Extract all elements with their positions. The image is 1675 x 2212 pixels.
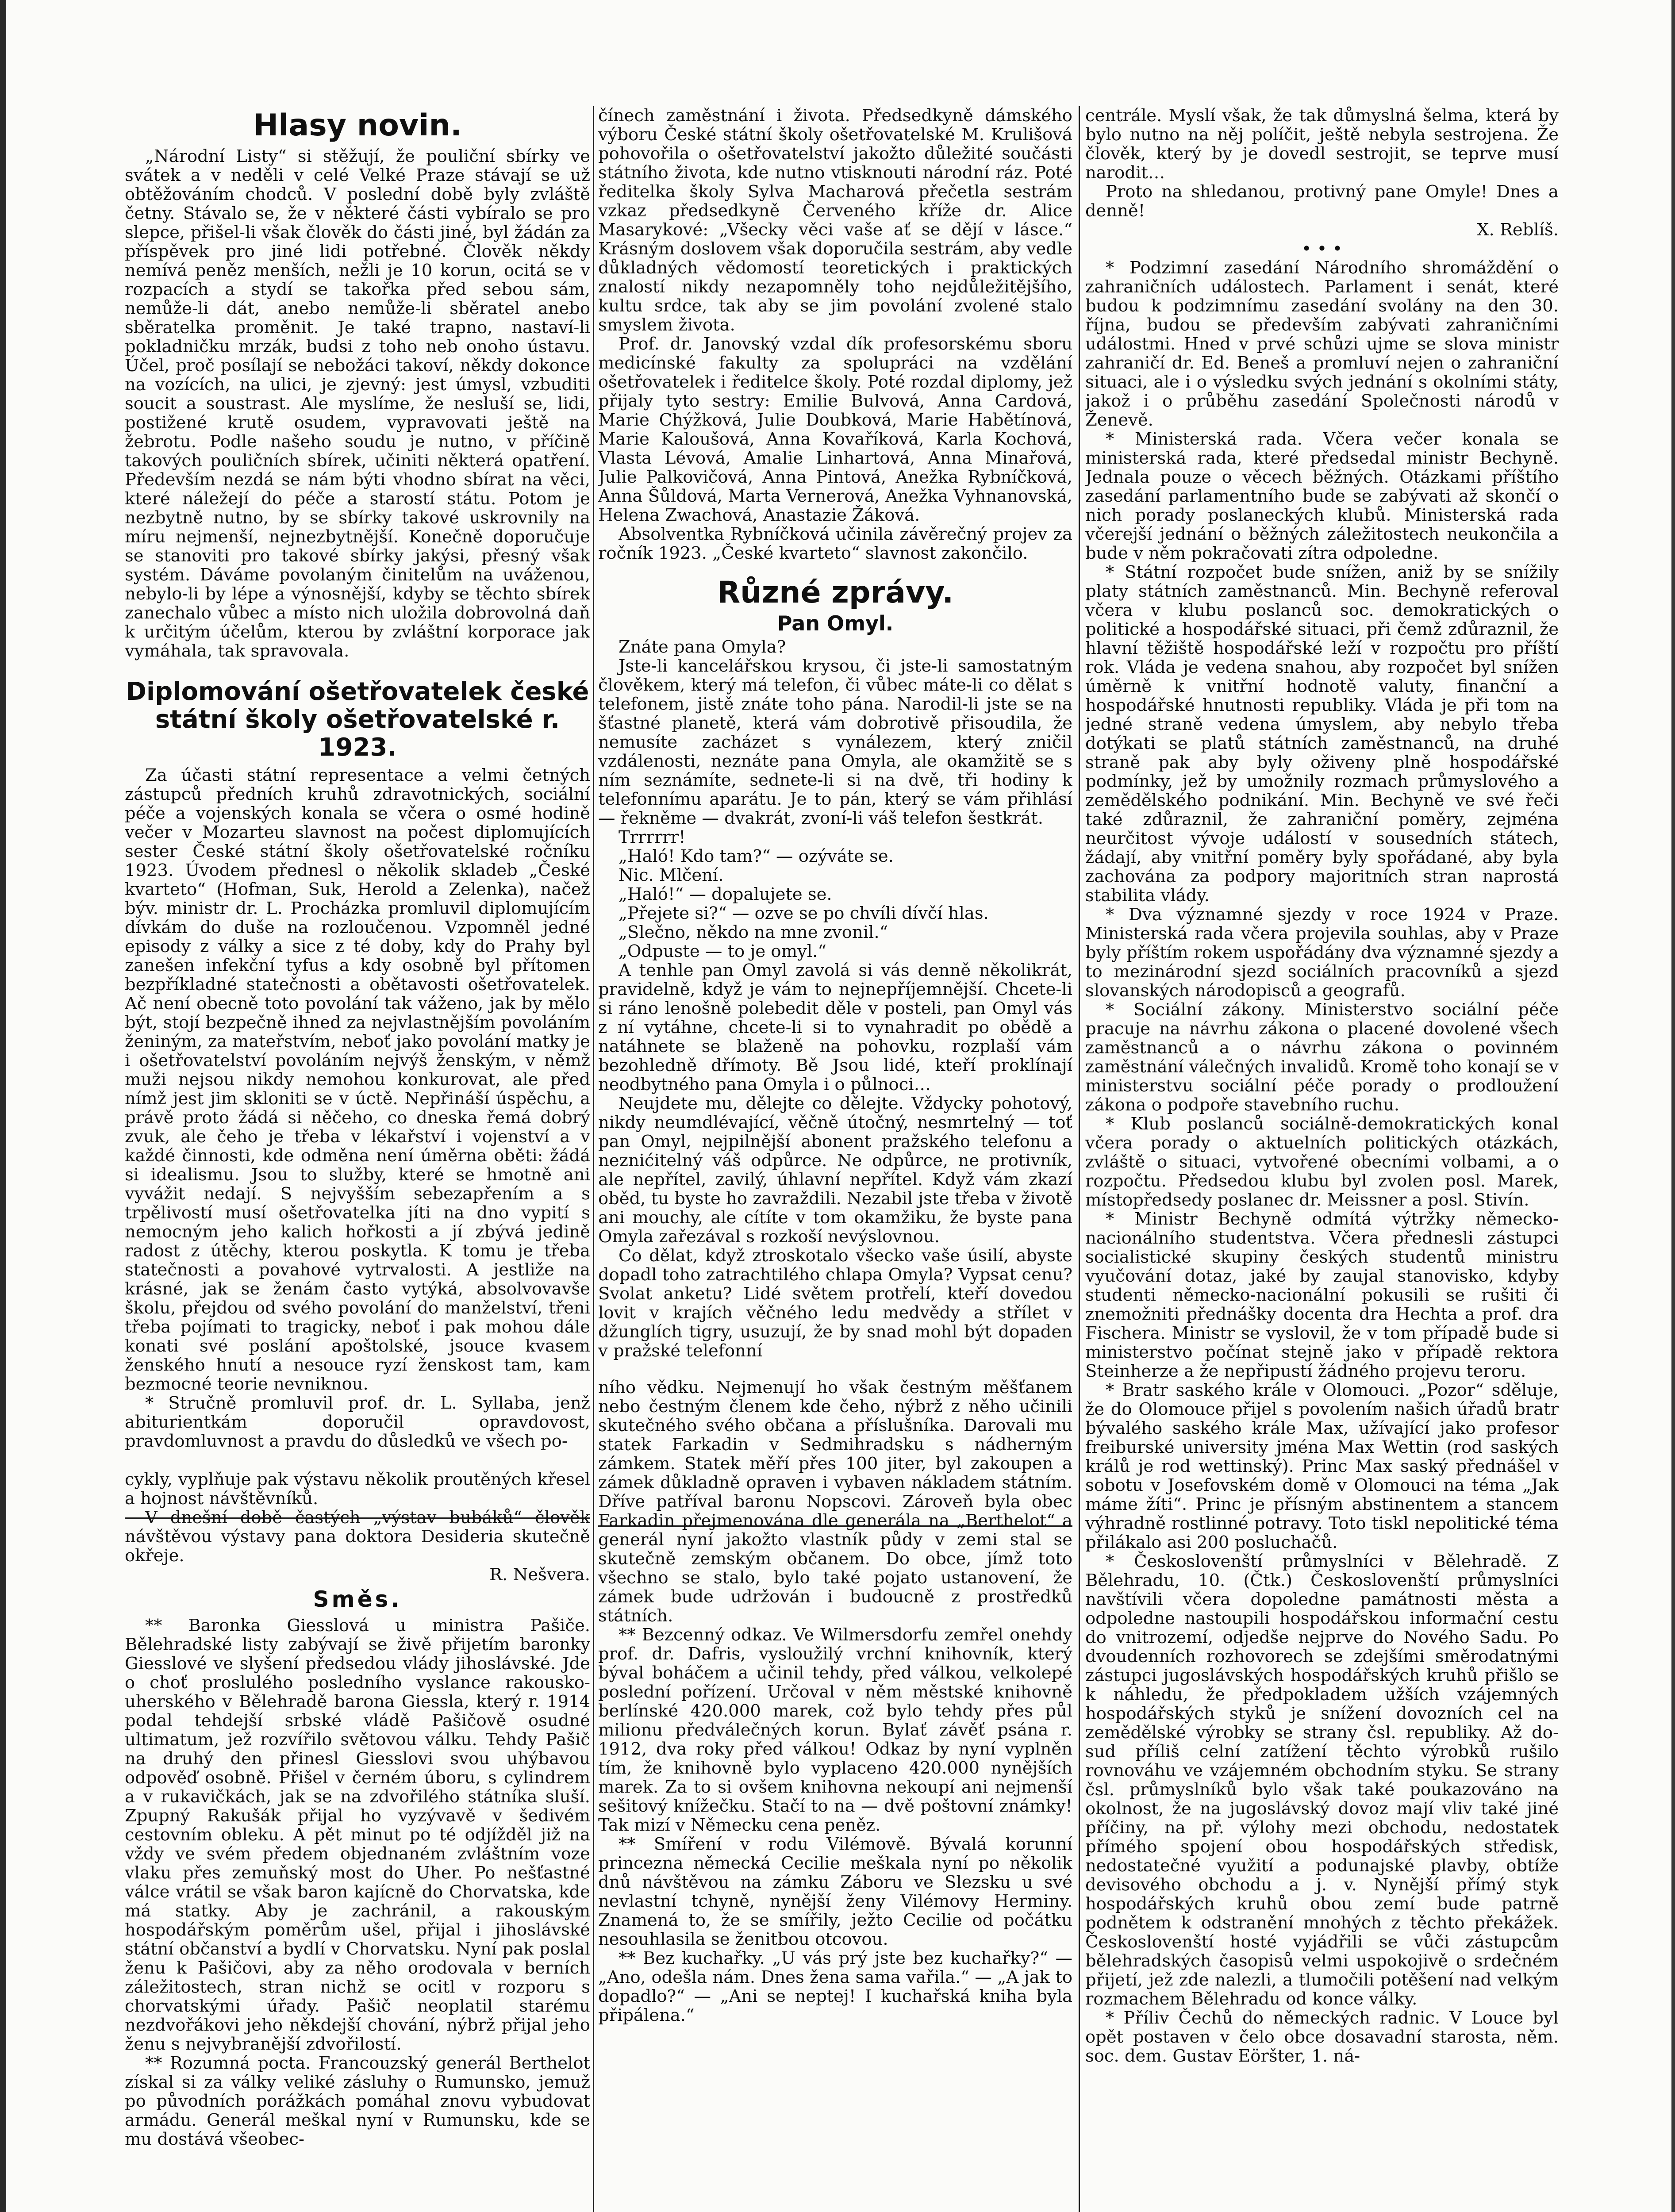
article-paragraph: Trrrrrr!	[619, 827, 686, 848]
article-paragraph: Za účasti státní representace a velmi četných zástupců předních kruhů zdravotnických, sociální péče a vojenských konala se včera o osmé hodině večer v Mozarteu slavnost na počest diplomujících sester České státní školy ošetřovatelské ročníku 1923. Úvodem přednesl o několik skladeb „České kvarteto“ (Hofman, Suk, Herold a Zelenka), načež býv. ministr dr. L. Procházka promluvil diplomujícím dívkám do duše na rozloučenou. Vzpomněl jedné episody z války a sice z té doby, kdy do Prahy byl zanešen infekční tyfus a kdy osobně byl přítomen bezpříkladné statečnosti a obětavosti ošetřovatelek. Ač není obecně toto povolání tak váženo, jak by mělo být, stojí bezpečně ihned za nejvlastnějším povoláním ženiným, za mateřstvím, neboť jako povolání matky je i ošetřovatelství povoláním nejvýš ženským, v němž muži nejsou nikdy nemohou konkurovat, ale před nímž jest jim skloniti se v úctě. Nepřináší úspěchu, a právě proto žádá si něčeho, co dneska řemá dobrý zvuk, ale čeho je třeba v lékařství i vojenství a v každé činnosti, kde odměna není úměrna oběti: žádá si idealismu. Jsou to služby, které se hmotně ani vyvážit nedají. S nejvyšším sebezapřením a s trpělivostí musí ošetřovatelka jíti na dno vypití s nemocným jeho kalich hořkosti a jí zbývá jedině radost z útěchy, kterou poskytla. K tomu je třeba statečnosti a povahové vytrvalosti. A jestliže na krásné, jak se ženám často vytýká, absolvovavše školu, přejdou od svého povolání do manželství, třeni třeba pojímati to tragicky, neboť i pak mohou dále konati své poslání apoštolské, jsouce kvasem ženského hnutí a nesouce ryzí ženskost tam, kam bezmocné teorie nevniknou.	[125, 765, 590, 1394]
article-paragraph: „Národní Listy“ si stěžují, že pouliční sbírky ve svátek a v neděli v celé Velké Praze stávají se už obtěžováním chodců. V poslední době byly zvláště četny. Stávalo se, že v některé části vybíralo se pro slepce, přišel-li však člověk do části jiné, byl žádán za příspěvek pro jiné lidi potřebné. Člověk někdy nemívá peněz menších, nežli je 10 korun, ocitá se v rozpacích a stydí se takořka před sebou sám, nemůže-li dát, anebo nemůže-li sběratel anebo sběratelka proměnit. Je také trapno, nastaví-li pokladničku mrzák, budsi z toho neb onoho ústavu. Účel, proč posílají se nebožáci takoví, někdy dokonce na vozících, na ulici, je zjevný: jest úmysl, vzbuditi soucit a soustrast. Ale myslíme, že nesluší se, lidi, postižené krutě osudem, vypravovati ještě na žebrotu. Podle našeho soudu je nutno, v příčině takových pouličních sbírek, učiniti některá opatření. Především nezdá se nám býti vhodno sbírat na věci, které náležejí do péče a starostí státu. Potom je nezbytně nutno, by se sbírky takové uskrovnily na míru nejmenší, nejnezbytnější. Konečně doporučuje se stanoviti pro takové sbírky jakýsi, přesný však systém. Dáváme povolaným činitelům na uváženou, nebylo-li by lépe a výnosnější, kdyby se těchto sbírek zanechalo vůbec a místo nich uložila dobrovolná daň k určitým účelům, kterou by zvláštní korporace jak vymáhala, tak spravovala.	[125, 146, 590, 661]
article-paragraph: A tenhle pan Omyl zavolá si vás denně několikrát, pravidelně, když je vám to nejnepříjemnější. Chcete-li si ráno lenošně polebedit děle v posteli, pan Omyl vás z ní vytáhne, chcete-li si to vynahradit po obědě a natáhnete se blaženě na pohovku, rozplaší vám bezohledně dřímoty. Bě Jsou lidé, kteří proklínají neodbytného pana Omyla i o půlnoci…	[598, 960, 1072, 1095]
news-item: * Bratr saského krále v Olomouci. „Pozor“ sděluje, že do Olomouce přijel s povolením našich úřadů bratr bývalého saského krále Max, užívající jako profesor freiburské university jména Max Wettin (rod saských králů je rod wettinský). Princ Max saský přednášel v sobotu v Josefovském domě v Olomouci na téma „Jak máme žíti“. Princ je přísným abstinentem a stancem výhradně rostlinné potravy. Toto tiskl nepolitické téma přilákalo asi 200 posluchačů.	[1085, 1380, 1559, 1552]
article-paragraph: ** Baronka Giesslová u ministra Pašiče. Bělehradské listy zabývají se živě přijetím baronky Giesslové ve slyšení předsedou vlády jihoslávské. Jde o choť proslulého posledního vyslance rakousko-uherského v Bělehradě barona Giessla, který r. 1914 podal tehdejší srbské vládě Pašičově osudné ultimatum, jež rozvířilo světovou válku. Tehdy Pašič na druhý den přinesl Giesslovi svou uhýbavou odpověď osobně. Přišel v černém úboru, s cylindrem a v rukavičkách, jak se na zdvořilého státníka sluší. Zpupný Rakušák přijal ho vyzývavě v šedivém cestovním obleku. A pět minut po té odjížděl již na vždy ve svém předem objednaném zvláštním voze vlaku přes zemuňský most do Uher. Po nešťastné válce vrátil se však baron kajícně do Chorvatska, kde má statky. Aby je zachránil, a rakouským hospodářským poměrům ušel, přijal i jihoslávské státní občanství a bydlí v Chorvatsku. Nyní pak poslal ženu k Pašičovi, aby za něho orodovala v berních záležitostech, stran nichž se ocitl v rozporu s chorvatskými úřady. Pašič neoplatil starému nezdvořákovi jeho někdejší chování, nýbrž přijal jeho ženu s nejvybranější zdvořilostí.	[125, 1616, 590, 2055]
column-divider-2	[1079, 106, 1080, 2212]
news-item: * Ministerská rada. Včera večer konala se ministerská rada, které předsedal ministr Bechyně. Jednala pouze o věcech běžných. Otázkami příštího zasedání parlamentního bude se zabývati až skončí o nich porady poslaneckých klubů. Ministerská rada včerejší jednání o běžných záležitostech neukončila a bude v něm pokračovati zítra odpoledne.	[1085, 429, 1559, 563]
news-item: * Ministr Bechyně odmítá výtržky německo-nacionálního studentstva. Včera přednesli zástupci socialistické skupiny českých studentů ministru vyučování dotaz, jaké by zaujal stanovisko, kdyby studenti německo-nacionální pokusili se rušiti či znemožniti přednášky docenta dra Hechta a prof. dra Fischera. Ministr se vyslovil, že v tom případě bude si ministerstvo počínat stejně jako v případě rektora Steinherze a že nepřipustí žádného projevu teroru.	[1085, 1209, 1559, 1381]
article-paragraph: Znáte pana Omyla?	[619, 637, 786, 657]
article-paragraph: V dnešní době častých „výstav bubáků“ člověk návštěvou výstavy pana doktora Desideria skutečně okřeje.	[125, 1508, 590, 1566]
article-paragraph: „Haló!“ — dopalujete se.	[619, 884, 832, 905]
column-1	[125, 106, 590, 2212]
article-paragraph: ** Rozumná pocta. Francouzský generál Berthelot získal si za války veliké zásluhy o Rumunsko, jemuž po původních porážkách pomáhal znovu vybudovat armádu. Generál meškal nyní v Rumunsku, kde se mu dostává všeobec-	[125, 2053, 590, 2150]
section-separator-dots: • • •	[1301, 239, 1343, 259]
column-3	[1085, 106, 1559, 2212]
article-signature: X. Reblíš.	[1477, 220, 1559, 240]
column-divider-1	[593, 106, 594, 2212]
article-signature: R. Nešvera.	[489, 1565, 590, 1585]
news-item: * Dva významné sjezdy v roce 1924 v Praze. Ministerská rada včera projevila souhlas, aby v Praze byly příštím rokem uspořádány dva významné sjezdy a to mezinárodní sjezd sociálních pracovníků a sjezd slovanských národopisců a geografů.	[1085, 905, 1559, 1001]
article-paragraph: Proto na shledanou, protivný pane Omyle! Dnes a denně!	[1085, 182, 1559, 221]
headline-diplomovani: Diplomování ošetřovatelek české státní školy ošetřovatelské r. 1923.	[126, 677, 589, 762]
article-paragraph: ního vědku. Nejmenují ho však čestným měšťanem nebo čestným členem kde čeho, nýbrž z něho učinili skutečného svého občana a příslušníka. Darovali mu statek Farkadin v Sedmihradsku s nádherným zámkem. Statek měří přes 100 jiter, byl zakoupen a zámek důkladně opraven i vybaven nákladem státním. Dříve patříval baronu Nopscovi. Zároveň byla obec Farkadin přejmenována dle generála na „Berthelot“ a generál nyní jakožto vlastník půdy v zemi stal se skutečně zemským občanem. Do obce, jímž toto všechno se stalo, bylo také pojato ustanovení, že zámek bude udržován i budoucně z prostředků státních.	[598, 1378, 1072, 1626]
headline-hlasy-novin: Hlasy novin.	[253, 108, 462, 143]
column-2	[598, 106, 1072, 2212]
headline-ruzne-zpravy: Různé zprávy.	[717, 575, 954, 610]
article-paragraph: „Slečno, někdo na mne zvonil.“	[619, 922, 888, 943]
article-paragraph: ** Smíření v rodu Vilémově. Bývalá korunní princezna německá Cecilie meškala nyní po několik dnů návštěvou na zámku Záboru ve Slezsku u své nevlastní tchyně, nynější ženy Vilémovy Herminy. Znamená to, že se smířily, ježto Cecilie od počátku nesouhlasila se ženitbou otcovou.	[598, 1834, 1072, 1950]
article-paragraph: * Stručně promluvil prof. dr. L. Syllaba, jenž abiturientkám doporučil opravdovost, pravdomluvnost a pravdu do důsledků ve všech po-	[125, 1393, 590, 1452]
subheadline-pan-omyl: Pan Omyl.	[777, 611, 894, 636]
article-paragraph: čínech zaměstnání i života. Předsedkyně dámského výboru České státní školy ošetřovatelské M. Krulišová pohovořila o ošetřovatelství jakožto důležité součásti státního života, kde nutno vtisknouti národní ráz. Poté ředitelka školy Sylva Macharová přečetla sestrám vzkaz předsedkyně Červeného kříže dr. Alice Masarykové: „Všecky věci vaše ať se dějí v lásce.“ Krásným doslovem však doporučila sestrám, aby vedle důkladných vědomostí teoretických i praktických znalostí nikdy nezapomněly toho nejdůležitějšího, kultu srdce, tak aby se jim povolání zvolené stalo smyslem života.	[598, 106, 1072, 335]
news-item: * Státní rozpočet bude snížen, aniž by se snížily platy státních zaměstnanců. Min. Bechyně referoval včera v klubu poslanců soc. demokratických o politické a hospodářské situaci, při čemž zdůraznil, že hlavní těžiště hospodářské leží v rozpočtu pro příští rok. Vláda je vedena snahou, aby rozpočet byl snížen úměrně k vnitřní hodnotě valuty, finanční a hospodářské hnutnosti republiky. Vláda je při tom na jedné straně vedena úmyslem, aby nebylo třeba dotýkati se platů státních zaměstnanců, na druhé straně pak aby byly oživeny plně hospodářské podmínky, jež by umožnily rozmach průmyslového a zemědělského podnikání. Min. Bechyně ve své řeči také zdůraznil, že zahraniční poměry, zejména neurčitost vývoje událostí v sousedních státech, žádají, aby vnitřní poměry byly spořádané, aby byla zachována za podpory majoritních stran naprostá stabilita vlády.	[1085, 562, 1559, 906]
article-paragraph: Absolventka Rybníčková učinila závěrečný projev za ročník 1923. „České kvarteto“ slavnost zakončilo.	[598, 524, 1072, 563]
article-paragraph: Neujdete mu, dělejte co dělejte. Vždycky pohotový, nikdy neumdlévající, věčně útočný, nesmrtelný — toť pan Omyl, nejpilnější abonent pražského telefonu a neznićitelný váš odpůrce. Ne odpůrce, ne protivník, ale nepřítel, zavilý, úhlavní nepřítel. Když vám zkazí oběd, tu byste ho zavraždili. Nezabil jste třeba v životě ani mouchy, ale cítíte v tom okamžiku, že byste pana Omyla zařezával s rozkoší nevýslovnou.	[598, 1094, 1072, 1247]
news-item: * Českoslovenští průmyslníci v Bělehradě. Z Bělehradu, 10. (Čtk.) Českoslovenští průmyslníci navštívili včera dopoledne památnosti města a odpoledne nastoupili hospodářskou informační cestu do vnitrozemí, odjedše nejprve do Nového Sadu. Po dvoudenních rozhovorech se zdejšími směrodatnými zástupci jugoslávských hospodářských kruhů přišlo se k náhledu, že předpokladem užších vzájemných hospodářských styků je snížení dovozních cel na zemědělské výrobky se strany čsl. republiky. Až do-sud příliš celní zatížení těchto výrobků rušilo rovnováhu ve vzájemném obchodním styku. Se strany čsl. průmyslníků bylo však také poukazováno na okolnost, že na jugoslávský dovoz mají vliv také jiné příčiny, na př. výlohy mezi obchodu, nedostatek přímého spojení obou hospodářských středisk, nedostatečné využití a podunajské plavby, obtíže devisového obchodu a j. v. Nynější přímý styk hospodářských kruhů obou zemí bude patrně podnětem k odstranění mnohých z těchto překážek. Českoslovenští hosté vyjádřili se vůči zástupcům bělehradských časopisů velmi uspokojivě o srdečném přijetí, jež zde nalezli, a tlumočili potěšení nad velkým rozmachem Bělehradu od konce války.	[1085, 1551, 1559, 2009]
article-paragraph: „Přejete si?“ — ozve se po chvíli dívčí hlas.	[619, 903, 989, 924]
news-item: * Klub poslanců sociálně-demokratických konal včera porady o aktuelních politických otázkách, zvláště o situaci, vytvořené obecními volbami, a o rozpočtu. Předsedou klubu byl zvolen posl. Marek, místopředsedy poslanec dr. Meissner a posl. Stivín.	[1085, 1114, 1559, 1210]
news-item: * Podzimní zasedání Národního shromáždění o zahraničních událostech. Parlament i senát, které budou k podzimnímu zasedání svolány na den 30. října, budou se především zabývati zahraničními událostmi. Hned v prvé schůzi ujme se slova ministr zahraničí dr. Ed. Beneš a promluví nejen o zahraniční situaci, ale i o výsledku svých jednání s okolními státy, jakož i o průběhu zasedání Společnosti národů v Ženevě.	[1085, 258, 1559, 430]
article-paragraph: cykly, vyplňuje pak výstavu několik proutěných křesel a hojnost návštěvníků.	[125, 1470, 590, 1509]
article-paragraph: centrále. Myslí však, že tak důmyslná šelma, která by bylo nutno na něj políčit, ještě nebyla sestrojena. Že člověk, který by je dovedl sestrojit, se teprve musí narodit…	[1085, 106, 1559, 183]
scan-right-edge	[1671, 0, 1675, 2212]
news-item: * Příliv Čechů do německých radnic. V Louce byl opět postaven v čelo obce dosavadní starosta, něm. soc. dem. Gustav Eöršter, 1. ná-	[1085, 2008, 1559, 2066]
article-paragraph: Co dělat, když ztroskotalo všecko vaše úsilí, abyste dopadl toho zatrachtilého chlapa Omyla? Vypsat cenu? Svolat anketu? Lidé světem protřelí, kteří dovedou lovit v krajích věčného ledu medvědy a střílet v džunglích tigry, usuzují, že by snad mohl být dopaden v pražské telefonní	[598, 1246, 1072, 1361]
scan-left-edge	[0, 0, 6, 2212]
article-paragraph: Jste-li kancelářskou krysou, či jste-li samostatným člověkem, který má telefon, či vůbec máte-li co dělat s telefonem, jistě znáte toho pána. Narodil-li jste se na šťastné planetě, která vám dobrotivě přisoudila, že nemusíte zacházet s vynálezem, který zničil vzdálenosti, neznáte pana Omyla, ale okamžitě se s ním seznámíte, sednete-li si na dvě, tři hodiny k telefonnímu aparátu. Je to pán, který se vám přihlásí — řekněme — dvakrát, zvoní-li váš telefon šestkrát.	[598, 656, 1072, 829]
news-item: * Sociální zákony. Ministerstvo sociální péče pracuje na návrhu zákona o placené dovolené všech zaměstnanců a o návrhu zákona o povinném zaměstnání válečných invalidů. Kromě toho konají se v ministerstvu sociální péče porady o prodloužení zákona o podpoře stavebního ruchu.	[1085, 1000, 1559, 1115]
article-paragraph: ** Bezcenný odkaz. Ve Wilmersdorfu zemřel onehdy prof. dr. Dafris, vysloužilý vrchní knihovník, který býval boháčem a učinil tehdy, před válkou, velkolepé poslední pořízení. Určoval v něm městské knihovně berlínské 420.000 marek, což bylo tehdy přes půl milionu předválečných korun. Bylať závěť psána r. 1912, dva roky před válkou! Odkaz by nyní vyplněn tím, že knihovně bylo vyplaceno 420.000 nynějších marek. Za to si ovšem knihovna nekoupí ani nejmenší sešitový knížečku. Stačí to na — dvě poštovní známky! Tak mizí v Německu cena peněz.	[598, 1625, 1072, 1836]
article-paragraph: Nic. Mlčení.	[619, 865, 724, 886]
article-paragraph: ** Bez kuchařky. „U vás prý jste bez kuchařky?“ — „Ano, odešla nám. Dnes žena sama vařila.“ — „A jak to dopadlo?“ — „Ani se neptej! I kuchařská kniha byla připálena.“	[598, 1948, 1072, 2026]
article-paragraph: „Haló! Kdo tam?“ — ozýváte se.	[619, 846, 894, 867]
headline-smes: Směs.	[313, 1586, 402, 1613]
article-paragraph: Prof. dr. Janovský vzdal dík profesorskému sboru medicínské fakulty za spolupráci na vzdělání ošetřovatelek i ředitelce školy. Poté rozdal diplomy, jež přijaly tyto sestry: Emilie Bulvová, Anna Cardová, Marie Chýžková, Julie Doubková, Marie Habětínová, Marie Kaloušová, Anna Kovaříková, Karla Kochová, Vlasta Lévová, Amalie Linhartová, Anna Minařová, Julie Palkovičová, Anna Pintová, Anežka Rybníčková, Anna Šůldová, Marta Vernerová, Anežka Vyhnanovská, Helena Zwachová, Anastazie Žáková.	[598, 334, 1072, 525]
article-paragraph: „Odpuste — to je omyl.“	[619, 941, 827, 962]
